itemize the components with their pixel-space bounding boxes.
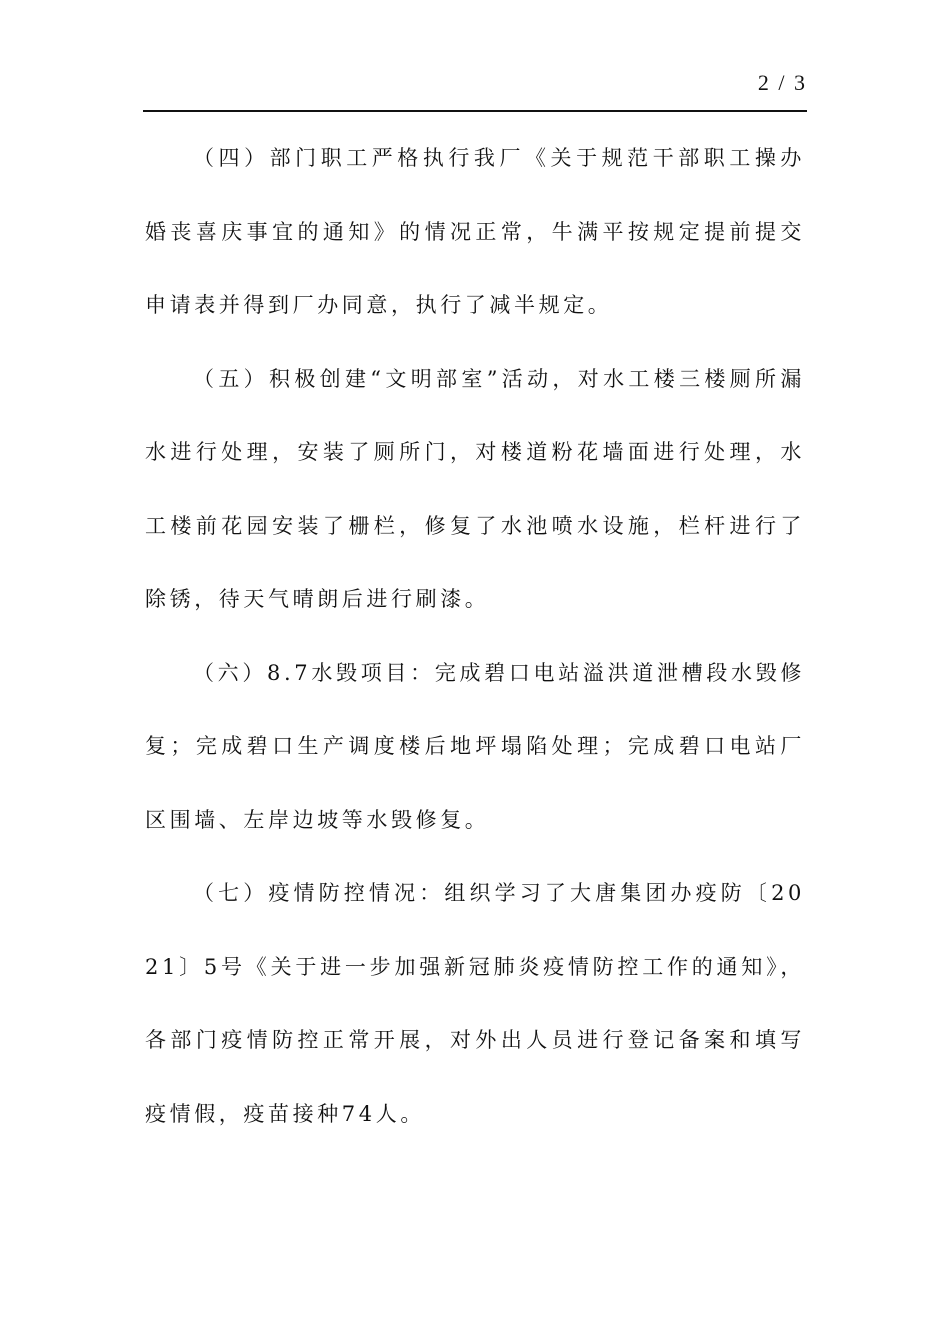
document-body	[145, 122, 805, 1151]
paragraph-item-6: （六）8.7水毁项目：完成碧口电站溢洪道泄槽段水毁修复；完成碧口生产调度楼后地坪塌陷处理；完成碧口电站厂区围墙、左岸边坡等水毁修复。	[145, 660, 805, 832]
paragraph-item-7: （七）疫情防控情况：组织学习了大唐集团办疫防〔2021〕5号《关于进一步加强新冠肺炎疫情防控工作的通知》，各部门疫情防控正常开展，对外出人员进行登记备案和填写疫情假，疫苗接种74人。	[145, 881, 805, 1126]
paragraph-item-5: （五）积极创建“文明部室”活动，对水工楼三楼厕所漏水进行处理，安装了厕所门，对楼道粉花墙面进行处理，水工楼前花园安装了栅栏，修复了水池喷水设施，栏杆进行了除锈，待天气晴朗后进行刷漆。	[145, 366, 805, 611]
paragraph-item-4: （四）部门职工严格执行我厂《关于规范干部职工操办婚丧喜庆事宜的通知》的情况正常，牛满平按规定提前提交申请表并得到厂办同意，执行了减半规定。	[145, 146, 805, 317]
page-number: 2 / 3	[757, 70, 807, 95]
header-divider	[143, 110, 807, 112]
